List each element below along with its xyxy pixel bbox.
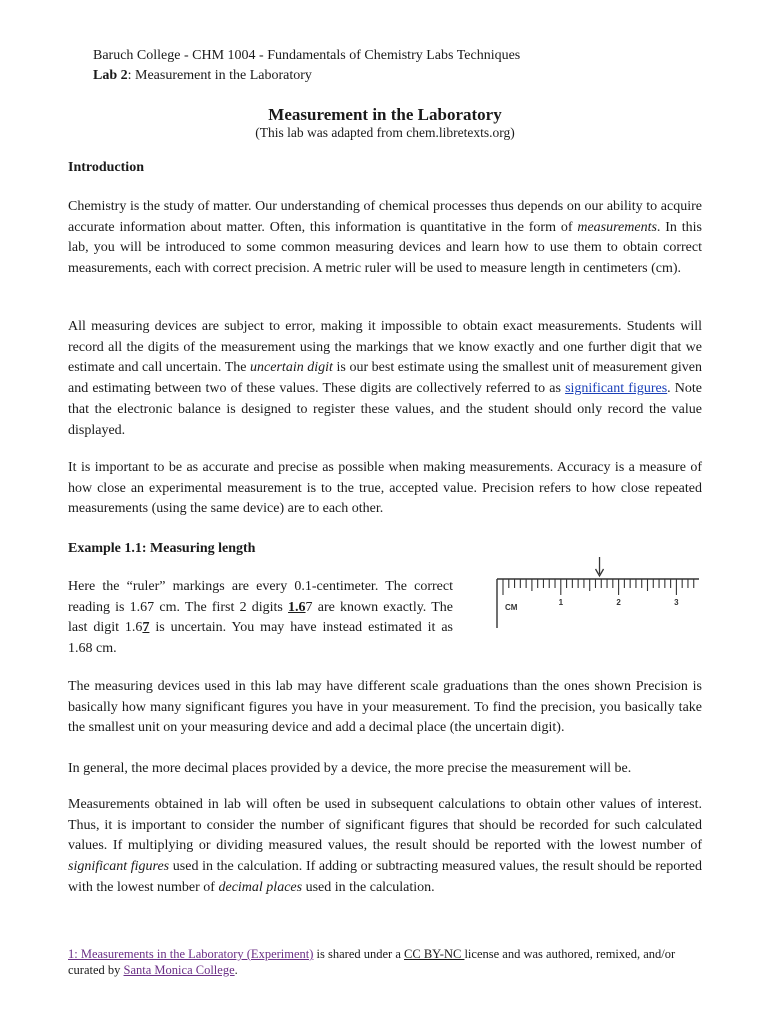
intro-paragraph-2: All measuring devices are subject to error, making it impossible to obtain exact measurements. Students will record all the digits of the measurement using the markings that we know exactly and one further digit that we estimate and call uncertain. The uncertain digit is our best estimate using the smallest unit of measurement given and estimating between two of these values. These digits are collectively referred to as significant figures. Note that the electronic balance is designed to register these values, and the student should only record the value displayed. [68, 319, 702, 438]
license-link[interactable]: CC BY-NC [404, 947, 465, 961]
page-title: Measurement in the Laboratory [268, 105, 502, 124]
emphasis-uncertain-digit: uncertain digit [250, 360, 333, 376]
ruler-label: 2 [616, 598, 621, 607]
course-line: Baruch College - CHM 1004 - Fundamentals of Chemistry Labs Techniques [93, 48, 521, 63]
paragraph-calculations: Measurements obtained in lab will often be used in subsequent calculations to obtain other values of interest. Thus, it is important to consider the number of significant figures that should be recorded for such calculated values. If multiplying or dividing measured values, the result should be reported with the lowest number of significant figures used in the calculation. If adding or subtracting measured values, the result should be reported with the lowest number of decimal places used in the calculation. [68, 797, 702, 895]
emphasis-significant-figures: significant figures [68, 859, 170, 875]
emphasis-measurements: measurements [577, 219, 657, 235]
uncertain-digit: 7 [142, 620, 150, 636]
paragraph-precision: The measuring devices used in this lab may have different scale graduations than the ones shown Precision is basically how many significant figures you have in your measurement. To find the precision, you basically take the smallest unit on your measuring device and add a decimal place (the uncertain digit). [68, 679, 702, 736]
intro-paragraph-3: It is important to be as accurate and precise as possible when making measurements. Accuracy is a measure of how close an experimental measurement is to the true, accepted value. Precision refers to how close repeated measurements (using the same device) are to each other. [68, 460, 702, 517]
license-footer: 1: Measurements in the Laboratory (Experiment) is shared under a CC BY-NC license and was authored, remixed, and/or curated by Santa Monica College. [68, 947, 676, 977]
course-header [93, 46, 520, 86]
example-paragraph: Here the “ruler” markings are every 0.1-centimeter. The correct reading is 1.67 cm. The first 2 digits 1.67 are known exactly. The last digit 1.67 is uncertain. You may have instead estimated it as 1.68 cm. [68, 579, 453, 657]
ruler-ticks [503, 579, 694, 595]
ruler-unit-label: CM [505, 603, 518, 612]
lab-label: Lab 2 [93, 68, 128, 83]
ruler-label: 3 [674, 598, 679, 607]
emphasis-decimal-places: decimal places [218, 879, 303, 895]
intro-paragraph-1: Chemistry is the study of matter. Our understanding of chemical processes thus depends on our ability to acquire accurate information about matter. Often, this information is quantitative in the form of measurements. In this lab, you will be introduced to some common measuring devices and learn how to use them to obtain correct measurements, each with correct precision. A metric ruler will be used to measure length in centimeters (cm). [68, 199, 702, 277]
page-subtitle: (This lab was adapted from chem.libretexts.org) [255, 125, 515, 140]
introduction-heading: Introduction [68, 160, 144, 175]
lab-line [93, 66, 520, 86]
source-experiment-link[interactable]: 1: Measurements in the Laboratory (Experiment) [68, 947, 314, 961]
example-heading: Example 1.1: Measuring length [68, 541, 256, 556]
ruler-figure [493, 556, 703, 632]
lab-title: : Measurement in the Laboratory [127, 68, 312, 83]
paragraph-decimal-places: In general, the more decimal places provided by a device, the more precise the measurement will be. [68, 761, 632, 776]
ruler-label: 1 [558, 598, 564, 607]
santa-monica-college-link[interactable]: Santa Monica College [123, 963, 235, 977]
reading-arrow-icon [596, 557, 604, 576]
known-digits: 1.6 [288, 599, 306, 615]
ruler-labels [559, 598, 680, 607]
significant-figures-link[interactable]: significant figures [565, 381, 668, 397]
